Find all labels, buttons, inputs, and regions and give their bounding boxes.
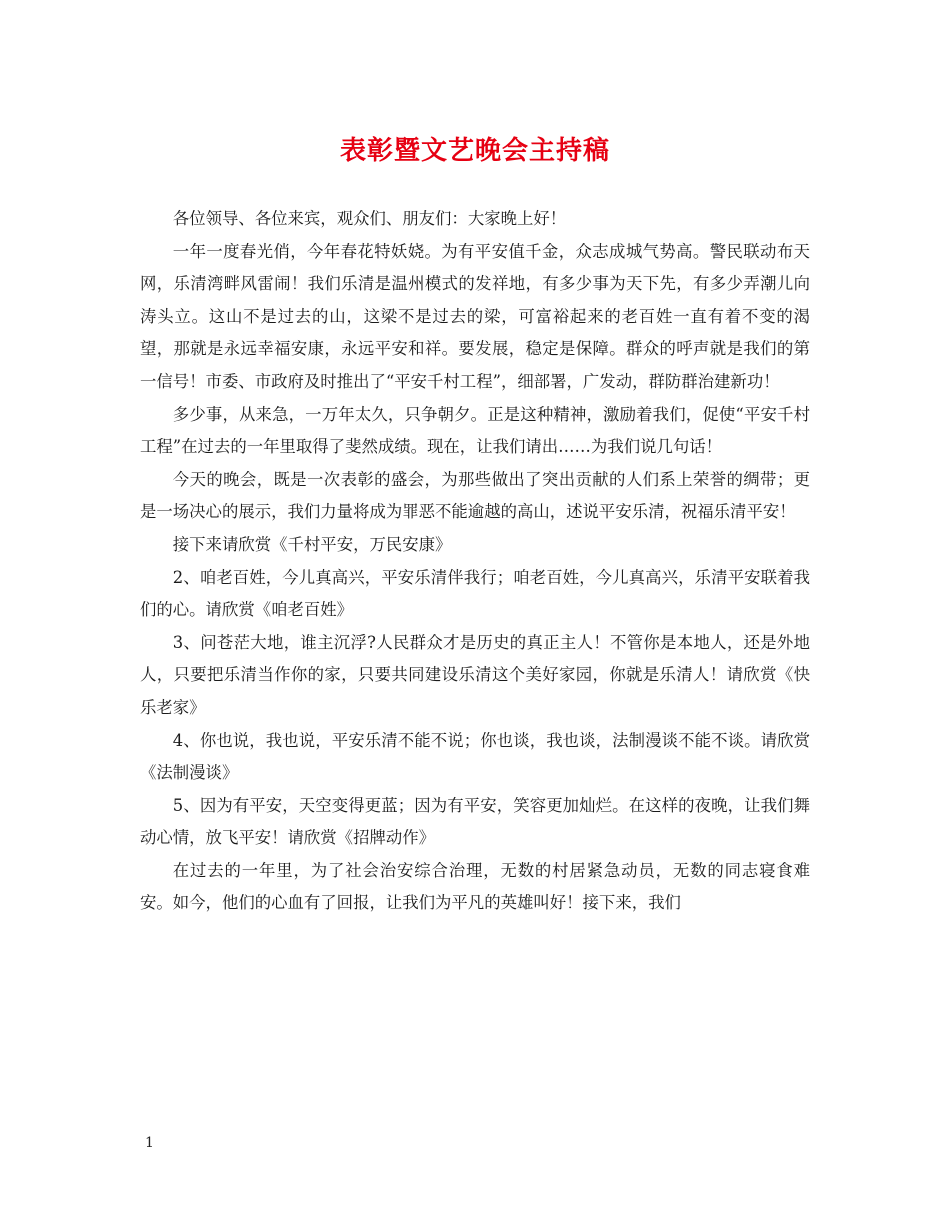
page-number: 1 — [145, 1135, 154, 1151]
document-body — [140, 203, 810, 920]
paragraph: 一年一度春光俏，今年春花特妖娆。为有平安值千金，众志成城气势高。警民联动布天网，乐清湾畔风雷闹！我们乐清是温州模式的发祥地，有多少事为天下先，有多少弄潮儿向涛头立。这山不是过去的山，这梁不是过去的梁，可富裕起来的老百姓一直有着不变的渴望，那就是永远幸福安康，永远平安和祥。要发展，稳定是保障。群众的呼声就是我们的第一信号！市委、市政府及时推出了“平安千村工程”，细部署，广发动，群防群治建新功！ — [140, 241, 810, 391]
paragraph: 4、你也说，我也说，平安乐清不能不说；你也谈，我也谈，法制漫谈不能不谈。请欣赏《法制漫谈》 — [140, 730, 810, 783]
paragraph: 多少事，从来急，一万年太久，只争朝夕。正是这种精神，激励着我们，促使“平安千村工程”在过去的一年里取得了斐然成绩。现在，让我们请出……为我们说几句话！ — [140, 404, 810, 457]
paragraph: 接下来请欣赏《千村平安，万民安康》 — [172, 534, 452, 554]
paragraph-greeting: 各位领导、各位来宾，观众们、朋友们：大家晚上好！ — [172, 209, 567, 228]
document-title: 表彰暨文艺晚会主持稿 — [339, 136, 610, 166]
paragraph: 5、因为有平安，天空变得更蓝；因为有平安，笑容更加灿烂。在这样的夜晚，让我们舞动心情，放飞平安！请欣赏《招牌动作》 — [140, 795, 810, 848]
paragraph: 3、问苍茫大地，谁主沉浮?人民群众才是历史的真正主人！不管你是本地人，还是外地人，只要把乐清当作你的家，只要共同建设乐清这个美好家园，你就是乐清人！请欣赏《快乐老家》 — [140, 632, 810, 717]
paragraph: 在过去的一年里，为了社会治安综合治理，无数的村居紧急动员，无数的同志寝食难安。如今，他们的心血有了回报，让我们为平凡的英雄叫好！接下来，我们 — [140, 860, 810, 913]
paragraph: 今天的晚会，既是一次表彰的盛会，为那些做出了突出贡献的人们系上荣誉的绸带；更是一场决心的展示，我们力量将成为罪恶不能逾越的高山，述说平安乐清，祝福乐清平安！ — [140, 469, 810, 522]
paragraph: 2、咱老百姓，今儿真高兴，平安乐清伴我行；咱老百姓，今儿真高兴，乐清平安联着我们的心。请欣赏《咱老百姓》 — [140, 567, 810, 620]
